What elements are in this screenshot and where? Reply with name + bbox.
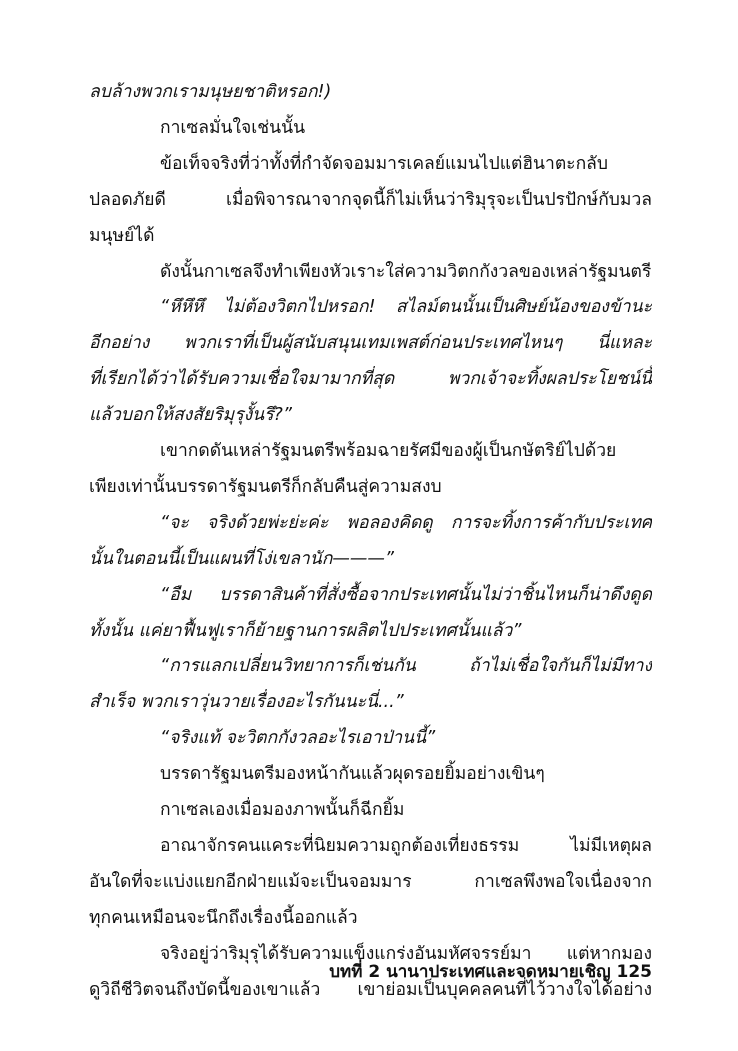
text-line: แล้วบอกให้สงสัยริมุรุงั้นรึ?” [89,405,292,425]
text-line: อาณาจักรคนแคระที่นิยมความถูกต้องเที่ยงธรรม ไม่มีเหตุผล [160,836,652,856]
text-line: “การแลกเปลี่ยนวิทยาการก็เช่นกัน ถ้าไม่เชื่อใจกันก็ไม่มีทาง [160,656,652,676]
text-line: อันใดที่จะแบ่งแยกอีกฝ่ายแม้จะเป็นจอมมาร กาเซลพึงพอใจเนื่องจาก [89,872,652,892]
text-line: ทุกคนเหมือนจะนึกถึงเรื่องนี้ออกแล้ว [89,908,358,928]
text-line: ดูวิถีชีวิตจนถึงบัดนี้ของเขาแล้ว เขาย่อมเป็นบุคคลคนที่ไว้วางใจได้อย่าง [89,980,652,1000]
text-line: อีกอย่าง พวกเราที่เป็นผู้สนับสนุนเทมเพสต์ก่อนประเทศไหนๆ นี่แหละ [89,333,652,353]
text-line: นั้นในตอนนี้เป็นแผนที่โง่เขลานัก———” [89,549,394,569]
text-line: ลบล้างพวกเรามนุษยชาติหรอก!) [89,82,332,102]
text-line: กาเซลเองเมื่อมองภาพนั้นก็ฉีกยิ้ม [160,800,405,820]
text-line: เพียงเท่านั้นบรรดารัฐมนตรีก็กลับคืนสู่ความสงบ [89,477,442,497]
text-line: สำเร็จ พวกเราวุ่นวายเรื่องอะไรกันนะนี่...” [89,692,404,712]
text-line: ทั้งนั้น แค่ยาฟื้นฟูเราก็ย้ายฐานการผลิตไปประเทศนั้นแล้ว” [89,621,522,641]
text-line: “หึหึหึ ไม่ต้องวิตกไปหรอก! สไลม์ตนนั้นเป็นศิษย์น้องของข้านะ [160,297,652,317]
text-line: เขากดดันเหล่ารัฐมนตรีพร้อมฉายรัศมีของผู้เป็นกษัตริย์ไปด้วย [160,441,617,461]
text-line: ที่เรียกได้ว่าได้รับความเชื่อใจมามากที่สุด พวกเจ้าจะทิ้งผลประโยชน์นี้ [89,369,652,389]
text-line: ปลอดภัยดี เมื่อพิจารณาจากจุดนี้ก็ไม่เห็นว่าริมุรุจะเป็นปรปักษ์กับมวล [89,190,652,210]
text-line: “จริงแท้ จะวิตกกังวลอะไรเอาป่านนี้” [160,728,436,748]
text-line: “จะ จริงด้วยพ่ะย่ะค่ะ พอลองคิดดู การจะทิ้งการค้ากับประเทศ [160,513,652,533]
text-line: “อืม บรรดาสินค้าที่สั่งซื้อจากประเทศนั้นไม่ว่าชิ้นไหนก็น่าดึงดูด [160,585,652,605]
text-line: กาเซลมั่นใจเช่นนั้น [160,118,306,138]
text-line: บรรดารัฐมนตรีมองหน้ากันแล้วผุดรอยยิ้มอย่างเขินๆ [160,764,545,784]
page-footer: บทที่ 2 นานาประเทศและจดหมายเชิญ 125 [329,962,652,982]
text-line: ดังนั้นกาเซลจึงทำเพียงหัวเราะใส่ความวิตกกังวลของเหล่ารัฐมนตรี [160,262,652,282]
text-line: จริงอยู่ว่าริมุรุได้รับความแข็งแกร่งอันมหัศจรรย์มา แต่หากมอง [160,944,652,964]
text-line: มนุษย์ได้ [89,226,155,246]
text-line: ข้อเท็จจริงที่ว่าทั้งที่กำจัดจอมมารเคลย์แมนไปแต่ฮินาตะกลับ [160,154,609,174]
